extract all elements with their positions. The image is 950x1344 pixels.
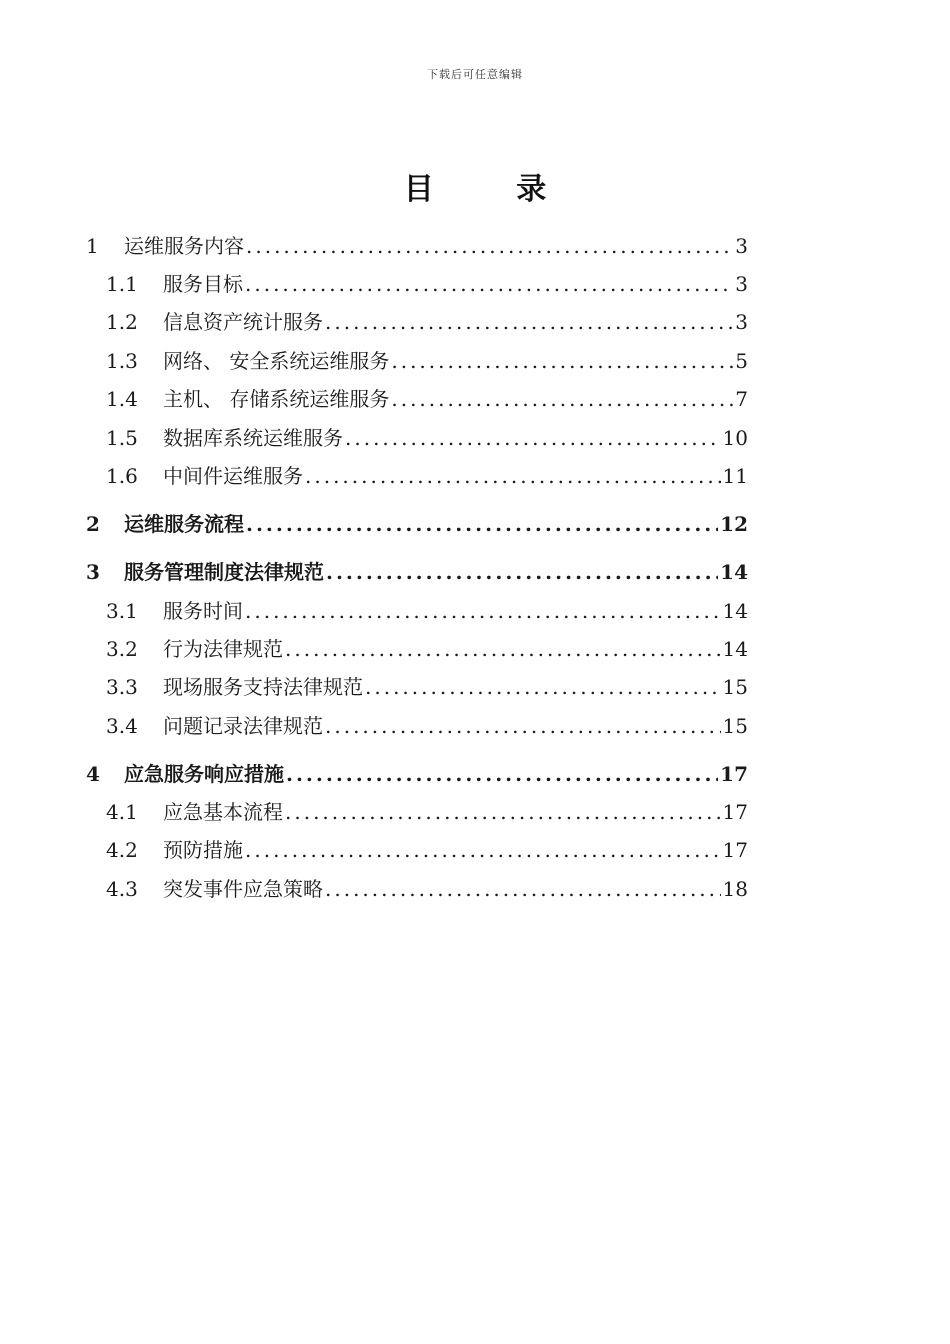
toc-entry-number: 3 (86, 560, 100, 584)
toc-entry-page: 11 (722, 464, 748, 488)
toc-entry-label: 预防措施 (163, 838, 243, 862)
toc-entry[interactable] (86, 710, 748, 742)
header-note: 下载后可任意编辑 (427, 68, 523, 81)
toc-entry-label: 信息资产统计服务 (163, 310, 323, 334)
toc-entry-label: 问题记录法律规范 (163, 714, 323, 738)
toc-entry-number: 4.1 (106, 800, 138, 824)
toc-entry[interactable] (86, 306, 748, 338)
toc-entry[interactable] (86, 633, 748, 665)
toc-entry-label: 中间件运维服务 (163, 464, 303, 488)
toc-dot-leader (286, 762, 718, 786)
toc-entry-number: 1.6 (106, 464, 138, 488)
toc-entry-number: 1.4 (106, 387, 138, 411)
toc-dot-leader (325, 714, 721, 738)
toc-entry-page: 17 (720, 762, 748, 786)
toc-entry-page: 3 (735, 234, 748, 258)
toc-entry-label: 突发事件应急策略 (163, 877, 323, 901)
toc-entry-number: 1.2 (106, 310, 138, 334)
toc-entry-number: 1 (86, 234, 99, 258)
toc-dot-leader (391, 387, 733, 411)
toc-dot-leader (326, 560, 718, 584)
toc-entry[interactable] (86, 758, 748, 790)
toc-entry-page: 15 (722, 675, 748, 699)
toc-dot-leader (305, 464, 721, 488)
toc-entry-page: 15 (722, 714, 748, 738)
toc-dot-leader (245, 599, 721, 623)
toc-entry-number: 4.3 (106, 877, 138, 901)
toc-entry-number: 1.1 (106, 272, 138, 296)
toc-entry-page: 14 (722, 637, 748, 661)
toc-dot-leader (246, 512, 718, 536)
toc-entry-number: 3.4 (106, 714, 138, 738)
toc-entry[interactable] (86, 345, 748, 377)
toc-entry-label: 行为法律规范 (163, 637, 283, 661)
toc-entry-label: 现场服务支持法律规范 (163, 675, 363, 699)
toc-entry-page: 14 (720, 560, 748, 584)
toc-entry-page: 17 (722, 800, 748, 824)
toc-dot-leader (285, 637, 721, 661)
toc-entry-page: 14 (722, 599, 748, 623)
toc-entry-number: 4 (86, 762, 100, 786)
toc-entry-page: 17 (722, 838, 748, 862)
toc-title: 目 录 (403, 172, 583, 207)
toc-entry[interactable] (86, 671, 748, 703)
toc-entry-label: 数据库系统运维服务 (163, 426, 343, 450)
toc-dot-leader (345, 426, 721, 450)
toc-entry-page: 3 (735, 310, 748, 334)
toc-entry-page: 5 (735, 349, 748, 373)
toc-entry-number: 3.1 (106, 599, 138, 623)
toc-entry-page: 3 (735, 272, 748, 296)
toc-entry-number: 3.3 (106, 675, 138, 699)
toc-entry-label: 运维服务流程 (124, 512, 244, 536)
toc-entry-page: 18 (722, 877, 748, 901)
toc-entry[interactable] (86, 460, 748, 492)
toc-entry-page: 7 (735, 387, 748, 411)
toc-entry-page: 12 (720, 512, 748, 536)
toc-dot-leader (325, 310, 733, 334)
toc-entry-number: 2 (86, 512, 100, 536)
toc-entry[interactable] (86, 834, 748, 866)
toc-entry-number: 4.2 (106, 838, 138, 862)
toc-entry[interactable] (86, 796, 748, 828)
toc-entry-number: 3.2 (106, 637, 138, 661)
toc-entry-label: 应急基本流程 (163, 800, 283, 824)
toc-entry-label: 服务管理制度法律规范 (124, 560, 324, 584)
toc-entry[interactable] (86, 383, 748, 415)
toc-dot-leader (325, 877, 721, 901)
toc-entry[interactable] (86, 508, 748, 540)
toc-entry-page: 10 (722, 426, 748, 450)
toc-entry[interactable] (86, 268, 748, 300)
toc-entry[interactable] (86, 556, 748, 588)
toc-dot-leader (245, 838, 721, 862)
toc-entry-number: 1.5 (106, 426, 138, 450)
toc-dot-leader (285, 800, 721, 824)
toc-entry-label: 主机、 存储系统运维服务 (163, 387, 390, 411)
toc-entry[interactable] (86, 230, 748, 262)
toc-dot-leader (391, 349, 733, 373)
toc-entry[interactable] (86, 873, 748, 905)
toc-dot-leader (245, 272, 733, 296)
toc-entry-label: 网络、 安全系统运维服务 (163, 349, 390, 373)
toc-entry-label: 服务时间 (163, 599, 243, 623)
toc-entry-label: 应急服务响应措施 (124, 762, 284, 786)
toc-dot-leader (246, 234, 733, 258)
toc-entry[interactable] (86, 422, 748, 454)
toc-entry-label: 运维服务内容 (124, 234, 244, 258)
toc-entry-number: 1.3 (106, 349, 138, 373)
toc-entry[interactable] (86, 595, 748, 627)
toc-dot-leader (365, 675, 721, 699)
toc-entry-label: 服务目标 (163, 272, 243, 296)
